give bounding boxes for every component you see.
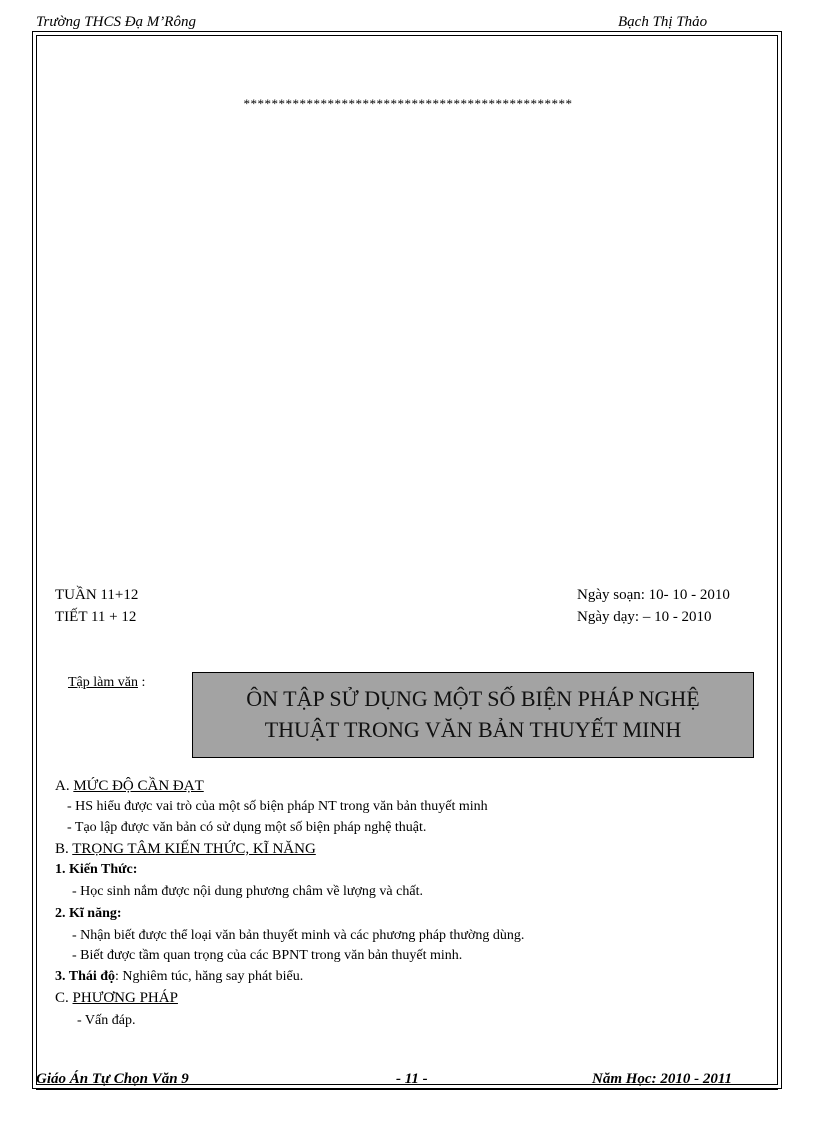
section-c-prefix: C. [55,990,73,1006]
section-c-title: PHƯƠNG PHÁP [72,990,178,1006]
knowledge-item-1: - Học sinh nắm được nội dung phương châm về lượng và chất. [72,884,423,899]
taught-date: Ngày dạy: – 10 - 2010 [577,609,712,625]
section-a-prefix: A. [55,778,74,794]
skills-item-1: - Nhận biết được thể loại văn bản thuyết minh và các phương pháp thường dùng. [72,928,525,943]
week-label: TUẦN 11+12 [55,587,139,603]
footer-rule [36,1089,778,1090]
section-a-heading [55,778,204,795]
skills-heading: 2. Kĩ năng: [55,906,122,921]
topic-label: Tập làm văn [68,675,138,690]
section-a-item-2: - Tạo lập được văn bản có sử dụng một số biện pháp nghệ thuật. [67,820,427,835]
section-b-prefix: B. [55,841,73,857]
lesson-title-line-1: ÔN TẬP SỬ DỤNG MỘT SỐ BIỆN PHÁP NGHỆ [246,686,700,711]
section-c-heading [55,990,178,1007]
attitude-heading: 3. Thái độ [55,969,116,984]
author-name: Bạch Thị Thảo [618,14,708,30]
lesson-title-line-2: THUẬT TRONG VĂN BẢN THUYẾT MINH [264,717,682,742]
separator-stars: *********************************************** [243,96,573,111]
section-a-item-1: - HS hiểu được vai trò của một số biện pháp NT trong văn bản thuyết minh [67,799,488,814]
section-a-title: MỨC ĐỘ CẦN ĐẠT [73,778,204,794]
school-name: Trường THCS Đạ M’Rông [36,14,196,30]
period-label: TIẾT 11 + 12 [55,609,137,625]
section-c-item-1: - Vấn đáp. [77,1013,136,1028]
lesson-title-box [192,672,754,758]
skills-item-2: - Biết được tầm quan trọng của các BPNT trong văn bản thuyết minh. [72,948,463,963]
attitude-line [55,969,303,985]
prepared-date: Ngày soạn: 10- 10 - 2010 [577,587,730,603]
topic-colon: : [137,675,146,690]
footer-school-year: Năm Học: 2010 - 2011 [592,1071,732,1087]
attitude-text: : Nghiêm túc, hăng say phát biểu. [115,969,304,984]
footer-page-number: - 11 - [396,1071,428,1087]
topic-heading [68,675,145,691]
section-b-heading [55,841,316,858]
footer-course: Giáo Án Tự Chọn Văn 9 [36,1071,189,1087]
knowledge-heading: 1. Kiến Thức: [55,862,138,877]
section-b-title: TRỌNG TÂM KIẾN THỨC, KĨ NĂNG [72,841,316,857]
